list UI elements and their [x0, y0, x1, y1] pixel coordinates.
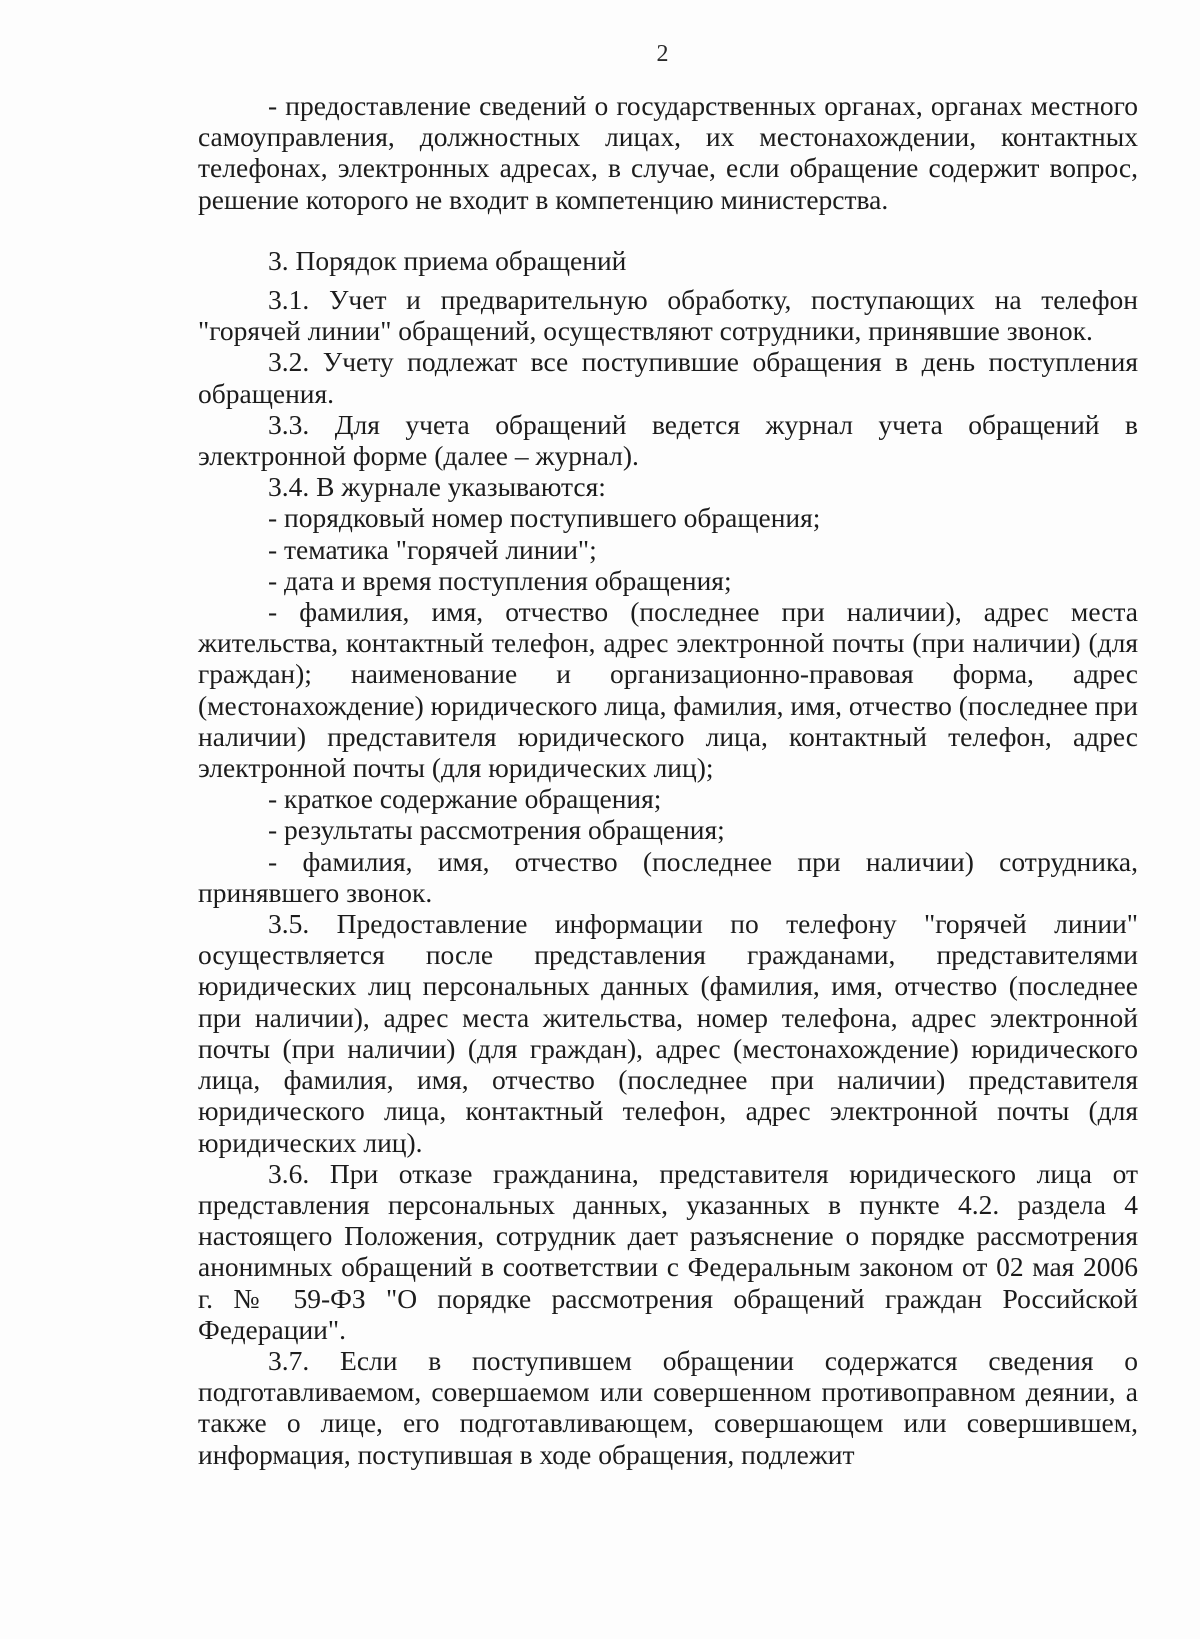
heading-spacer: [198, 276, 1138, 284]
paragraph-3-7: 3.7. Если в поступившем обращении содержатся сведения о подготавливаемом, совершаемом или совершенном противоправном деянии, а также о лице, его подготавливающем, совершающем или совершившем, информация, поступившая в ходе обращения, подлежит: [198, 1344, 1138, 1470]
paragraph-3-5: 3.5. Предоставление информации по телефону "горячей линии" осуществляется после представления гражданами, представителями юридических лиц персональных данных (фамилия, имя, отчество (последнее при наличии), адрес места жительства, номер телефона, адрес электронной почты (при наличии) (для граждан), адрес (местонахождение) юридического лица, фамилия, имя, отчество (последнее при наличии) представителя юридического лица, контактный телефон, адрес электронной почты (для юридических лиц).: [198, 908, 1138, 1158]
paragraph-3-2: 3.2. Учету подлежат все поступившие обращения в день поступления обращения.: [198, 346, 1138, 409]
section-heading: 3. Порядок приема обращений: [268, 244, 627, 276]
list-item: - краткое содержание обращения;: [268, 783, 662, 815]
list-item: - фамилия, имя, отчество (последнее при наличии), адрес места жительства, контактный телефон, адрес электронной почты (при наличии) (для граждан); наименование и организационно-правовая форма, адрес (местонахождение) юридического лица, фамилия, имя, отчество (последнее при наличии) представителя юридического лица, контактный телефон, адрес электронной почты (для юридических лиц);: [198, 596, 1138, 784]
list-item: - дата и время поступления обращения;: [268, 564, 732, 596]
paragraph-3-6: 3.6. При отказе гражданина, представителя юридического лица от представления персональных данных, указанных в пункте 4.2. раздела 4 настоящего Положения, сотрудник дает разъяснение о порядке рассмотрения анонимных обращений в соответствии с Федеральным законом от 02 мая 2006 г. № 59-ФЗ "О порядке рассмотрения обращений граждан Российской Федерации".: [198, 1157, 1138, 1345]
paragraph-3-1: 3.1. Учет и предварительную обработку, поступающих на телефон "горячей линии" обращений, осуществляют сотрудники, принявшие звонок.: [198, 284, 1138, 347]
paragraph-3-4: 3.4. В журнале указываются:: [268, 471, 606, 503]
document-body: [198, 90, 1138, 1470]
page-number: 2: [656, 41, 669, 67]
list-item: - фамилия, имя, отчество (последнее при наличии) сотрудника, принявшего звонок.: [198, 845, 1138, 908]
section-spacer: [198, 215, 1138, 245]
list-item: - тематика "горячей линии";: [268, 533, 597, 565]
paragraph-3-3: 3.3. Для учета обращений ведется журнал учета обращений в электронной форме (далее – журнал).: [198, 408, 1138, 472]
list-item: - порядковый номер поступившего обращения;: [268, 502, 821, 534]
intro-paragraph: - предоставление сведений о государственных органах, органах местного самоуправления, должностных лицах, их местонахождении, контактных телефонах, электронных адресах, в случае, если обращение содержит вопрос, решение которого не входит в компетенцию министерства.: [198, 90, 1138, 215]
list-item: - результаты рассмотрения обращения;: [268, 814, 725, 846]
